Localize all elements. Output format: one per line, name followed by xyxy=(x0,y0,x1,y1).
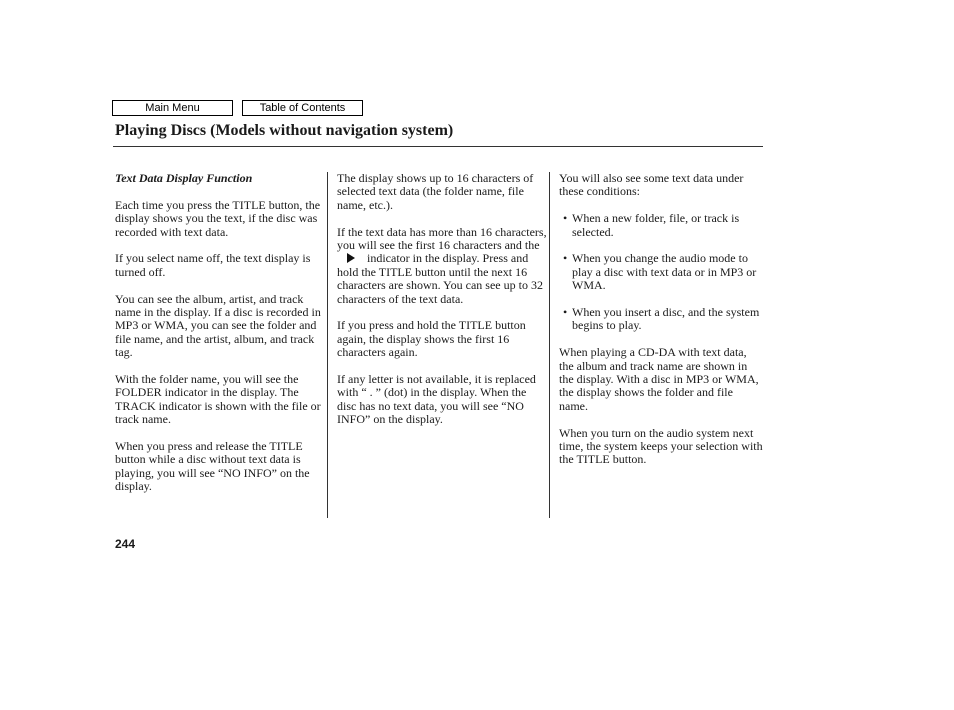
paragraph: Each time you press the TITLE button, the display shows you the text, if the disc was recorded with text data. xyxy=(115,197,321,239)
column-1 xyxy=(115,172,325,507)
paragraph-text: indicator in the display. Press and hold the TITLE button until the next 16 characters are shown. You can see up to 32 characters of the text data. xyxy=(337,251,543,306)
paragraph-text: If the text data has more than 16 characters, you will see the first 16 characters and the xyxy=(337,224,547,253)
paragraph: If you select name off, the text display is turned off. xyxy=(115,251,311,279)
paragraph: You can see the album, artist, and track name in the display. If a disc is recorded in MP3 or WMA, you can see the folder and file name, and the artist, album, and track tag. xyxy=(115,291,321,360)
main-menu-button[interactable]: Main Menu xyxy=(112,100,233,116)
paragraph: When playing a CD-DA with text data, the album and track name are shown in the display. With a disc in MP3 or WMA, the display shows the folder and file name. xyxy=(559,345,759,413)
section-subheading: Text Data Display Function xyxy=(115,171,253,185)
column-3 xyxy=(559,172,764,480)
paragraph: If any letter is not available, it is replaced with “ . ” (dot) in the display. When the disc has no text data, you will see “NO INFO” on the display. xyxy=(337,372,536,427)
paragraph: When you turn on the audio system next time, the system keeps your selection with the TITLE button. xyxy=(559,425,763,467)
list-item: • When a new folder, file, or track is selected. xyxy=(559,212,764,239)
paragraph: If you press and hold the TITLE button again, the display shows the first 16 characters again. xyxy=(337,318,526,360)
condition-list xyxy=(559,212,764,333)
column-divider xyxy=(327,172,328,518)
column-divider xyxy=(549,172,550,518)
list-item: • When you change the audio mode to play a disc with text data or in MP3 or WMA. xyxy=(559,252,764,292)
paragraph: You will also see some text data under these conditions: xyxy=(559,171,744,199)
table-of-contents-button[interactable]: Table of Contents xyxy=(242,100,363,116)
column-2 xyxy=(337,172,547,440)
page-title: Playing Discs (Models without navigation system) xyxy=(115,122,454,139)
paragraph: The display shows up to 16 characters of selected text data (the folder name, file name, etc.). xyxy=(337,171,534,212)
play-indicator-icon xyxy=(347,253,355,263)
title-divider xyxy=(113,146,763,147)
page-number: 244 xyxy=(115,537,136,551)
paragraph: With the folder name, you will see the FOLDER indicator in the display. The TRACK indicator is shown with the file or track name. xyxy=(115,372,321,427)
list-item: • When you insert a disc, and the system begins to play. xyxy=(559,306,764,333)
paragraph-with-indicator xyxy=(337,226,547,306)
paragraph: When you press and release the TITLE button while a disc without text data is playing, you will see “NO INFO” on the display. xyxy=(115,439,310,494)
